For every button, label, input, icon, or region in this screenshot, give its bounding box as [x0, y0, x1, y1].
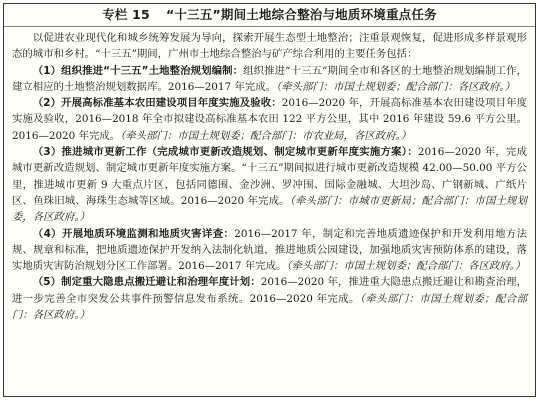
- task-responsible: （牵头部门：市国土规划委；配合部门：各区政府。）: [12, 292, 527, 322]
- box-title: “十三五”期间土地综合整治与地质环境重点任务: [165, 7, 437, 22]
- box-number: 专栏 15: [102, 7, 150, 22]
- task-heading: （5）制定重大隐患点搬迁避让和治理年度计划：: [32, 276, 261, 289]
- feature-box: [3, 3, 536, 397]
- task-item-2: [12, 95, 527, 144]
- task-responsible: （牵头部门：市国土规划委；配合部门：各区政府。）: [276, 80, 515, 93]
- task-body: 组织推进“十三五”期间全市和各区的土地整治规划编制工作，建立相应的土地整治规划数据库。2016—2017 年完成。: [12, 64, 527, 93]
- task-heading: （4）开展地质环境监测和地质灾害详查：: [32, 227, 235, 240]
- task-responsible: （牵头部门：市国土规划委；配合部门：市农业局，各区政府。）: [120, 129, 412, 142]
- task-item-1: [12, 63, 527, 96]
- task-item-3: [12, 144, 527, 225]
- box-content: [4, 27, 535, 323]
- task-heading: （1）组织推进“十三五”土地整治规划编制：: [32, 64, 244, 77]
- task-body: 2016—2020 年，推进重大隐患点搬迁避让和勘查治理，进一步完善全市突发公共事件预警信息发布系统。2016—2020 年完成。: [12, 276, 527, 305]
- task-heading: （2）开展高标准基本农田建设项目年度实施及验收：: [32, 97, 282, 110]
- task-responsible: （牵头部门：市城市更新局；配合部门：市国土规划委，各区政府。）: [12, 194, 527, 224]
- task-body: 2016—2020 年，开展高标准基本农田建设项目年度实施及验收，2016—2018 年全市拟建设高标准基本农田 122 平方公里，其中 2016 年建设 59.6 平方公里。2016—2020 年完成。: [12, 97, 527, 142]
- task-item-5: [12, 274, 527, 323]
- task-heading: （3）推进城市更新工作（完成城市更新改造规划、制定城市更新年度实施方案）：: [32, 146, 418, 159]
- box-title-bar: [4, 4, 535, 27]
- task-body: 2016—2017 年，制定和完善地质遗迹保护和开发利用地方法规、规章和标准，把地质遗迹保护开发纳入法制化轨道，推进地质公园建设，加强地质灾害预防体系的建设，落实地质灾害防治规划分区工作部署。2016—2017 年完成。: [12, 227, 528, 273]
- intro-paragraph: 以促进农业现代化和城乡统筹发展为导向，探索开展生态型土地整治；注重景观恢复，促进形成多样景观形态的城市和乡村。“十三五”期间，广州市土地综合整治与矿产综合利用的主要任务包括：: [12, 32, 527, 61]
- task-body: 2016—2020 年，完成城市更新改造规划、制定城市更新年度实施方案。“十三五”期间拟进行城市更新改造规模 42.00—50.00 平方公里，推进城市更新 9 大重点片区，包括同德围、金沙洲、罗冲围、国际金融城、大坦沙岛、广钢新城、广纸片区、鱼珠旧城、海珠生态城等区域。2016—2020 年完成。: [12, 146, 527, 207]
- task-item-4: [12, 226, 527, 275]
- task-responsible: （牵头部门：市国土规划委；配合部门：各区政府。）: [286, 260, 526, 273]
